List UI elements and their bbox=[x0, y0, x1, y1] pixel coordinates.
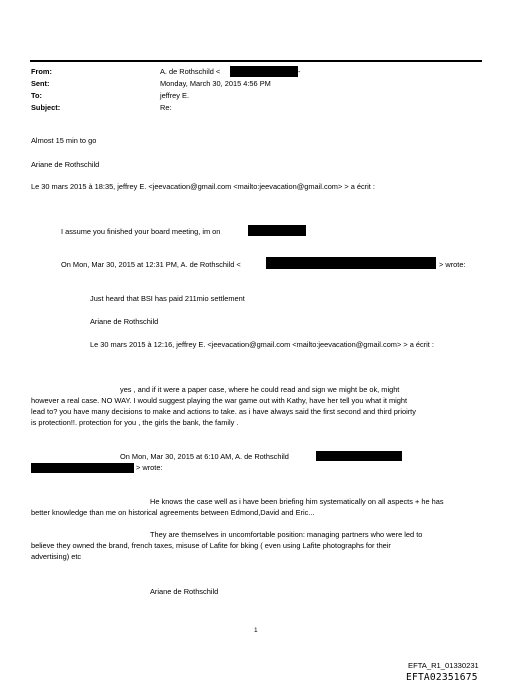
paragraph-line: lead to? you have many decisions to make and actions to take. as i have always said the first second and third prioirty bbox=[31, 407, 416, 416]
paragraph-line: He knows the case well as i have been briefing him systematically on all aspects + he has bbox=[150, 497, 444, 506]
from-value-tail: - bbox=[298, 67, 301, 76]
redaction-box bbox=[266, 257, 436, 269]
paragraph-line: yes , and if it were a paper case, where he could read and sign we might be ok, might bbox=[120, 385, 400, 394]
signature: Ariane de Rothschild bbox=[150, 587, 219, 596]
quote-header: Le 30 mars 2015 à 18:35, jeffrey E. <jeevacation@gmail.com <mailto:jeevacation@gmail.com> > a écrit : bbox=[31, 182, 375, 191]
body-line: Almost 15 min to go bbox=[31, 136, 97, 145]
quote-header: Le 30 mars 2015 à 12:16, jeffrey E. <jeevacation@gmail.com <mailto:jeevacation@gmail.com> > a écrit : bbox=[90, 340, 434, 349]
to-value: jeffrey E. bbox=[160, 91, 190, 100]
paragraph-line: advertising) etc bbox=[31, 552, 82, 561]
reply-line: I assume you finished your board meeting, im on bbox=[61, 227, 221, 236]
paragraph-line: believe they owned the brand, french taxes, misuse of Lafite for bking ( even using Lafite photographs for their bbox=[31, 541, 391, 550]
redaction-box bbox=[316, 451, 402, 461]
subject-label: Subject: bbox=[31, 103, 61, 112]
sent-label: Sent: bbox=[31, 79, 50, 88]
paragraph-line: is protection!!. protection for you , the girls the bank, the family . bbox=[31, 418, 239, 427]
page-number: 1 bbox=[254, 627, 258, 634]
footer-id-primary: EFTA_R1_01330231 bbox=[408, 661, 479, 670]
quote-header-end: > wrote: bbox=[136, 463, 163, 472]
from-label: From: bbox=[31, 67, 52, 76]
from-value: A. de Rothschild < bbox=[160, 67, 221, 76]
redaction-box bbox=[230, 66, 301, 77]
header-separator bbox=[30, 60, 482, 62]
sent-value: Monday, March 30, 2015 4:56 PM bbox=[160, 79, 271, 88]
redaction-box bbox=[248, 225, 306, 236]
paragraph-line: They are themselves in uncomfortable position: managing partners who were led to bbox=[150, 530, 423, 539]
to-label: To: bbox=[31, 91, 42, 100]
signature: Ariane de Rothschild bbox=[31, 160, 100, 169]
footer-id-secondary: EFTA02351675 bbox=[406, 672, 478, 683]
quote-header: On Mon, Mar 30, 2015 at 12:31 PM, A. de Rothschild < bbox=[61, 260, 241, 269]
quote-header: On Mon, Mar 30, 2015 at 6:10 AM, A. de Rothschild bbox=[120, 452, 289, 461]
quote-header-end: > wrote: bbox=[439, 260, 466, 269]
body-line: Just heard that BSI has paid 211mio settlement bbox=[90, 294, 245, 303]
paragraph-line: however a real case. NO WAY. I would suggest playing the war game out with Kathy, have her tell you what it might bbox=[31, 396, 408, 405]
paragraph-line: better knowledge than me on historical agreements between Edmond,David and Eric... bbox=[31, 508, 315, 517]
subject-value: Re: bbox=[160, 103, 172, 112]
redaction-box bbox=[31, 463, 134, 473]
signature: Ariane de Rothschild bbox=[90, 317, 159, 326]
